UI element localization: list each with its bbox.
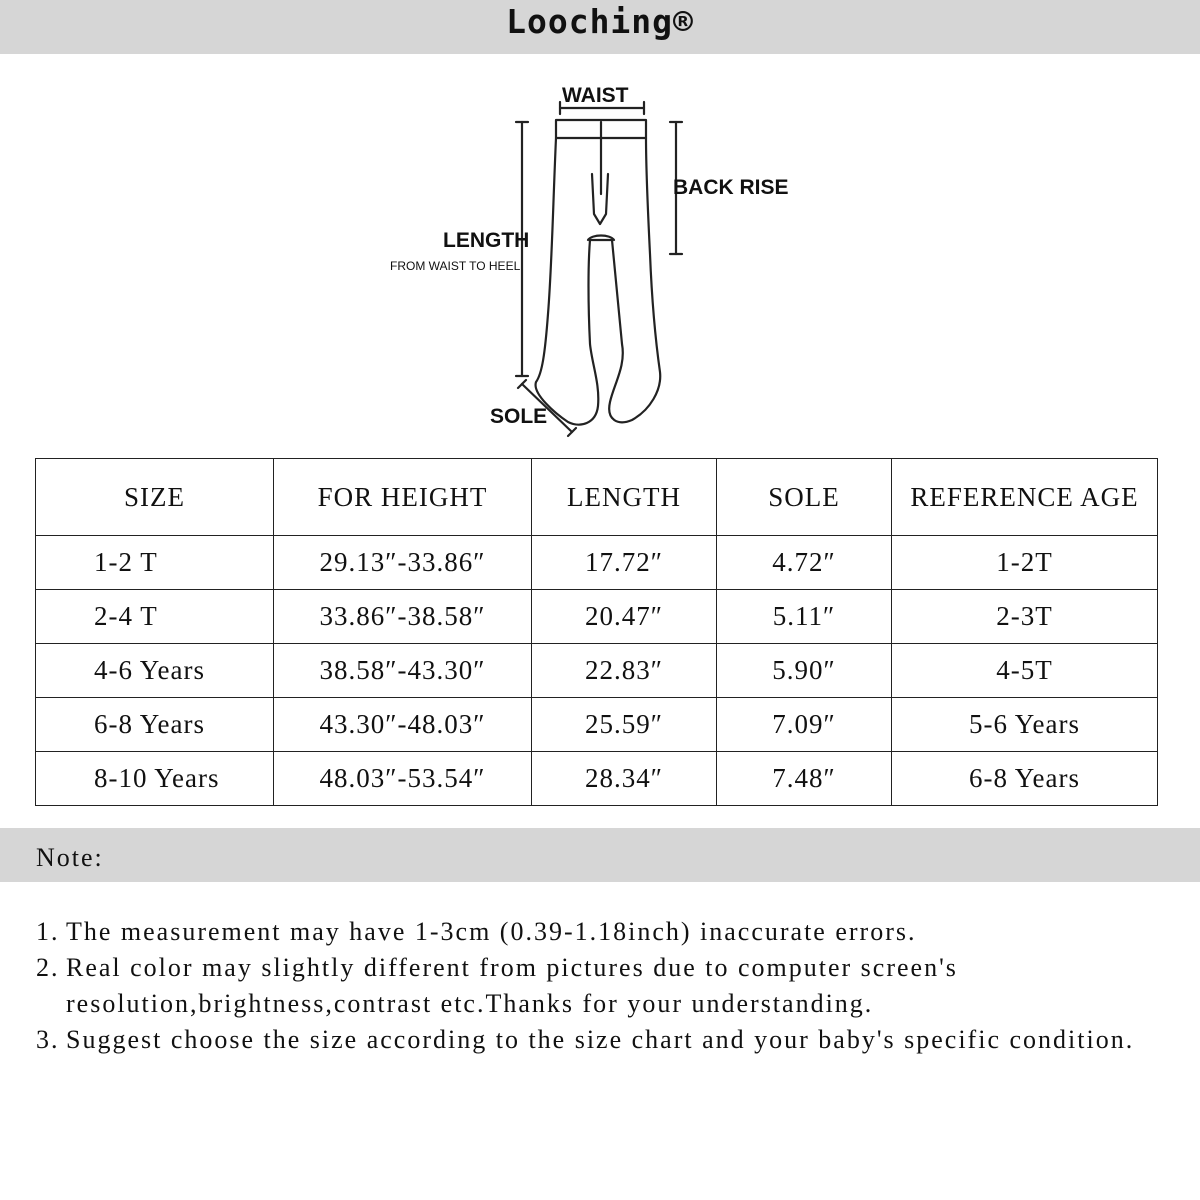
- header-length: LENGTH: [532, 459, 717, 536]
- cell-height: 29.13″-33.86″: [274, 536, 532, 590]
- cell-height: 33.86″-38.58″: [274, 590, 532, 644]
- length-label: LENGTH: [443, 229, 530, 252]
- note-text: The measurement may have 1-3cm (0.39-1.18inch) inaccurate errors.: [66, 917, 917, 946]
- cell-height: 38.58″-43.30″: [274, 644, 532, 698]
- cell-sole: 7.48″: [717, 752, 892, 806]
- cell-age: 2-3T: [892, 590, 1158, 644]
- table-row: [36, 644, 1158, 698]
- cell-sole: 5.11″: [717, 590, 892, 644]
- note-text: Real color may slightly different from pictures due to computer screen's resolution,brightness,contrast etc.Thanks for your understanding.: [66, 953, 958, 1018]
- cell-age: 4-5T: [892, 644, 1158, 698]
- cell-age: 6-8 Years: [892, 752, 1158, 806]
- notes-list: [36, 914, 1176, 1058]
- cell-length: 25.59″: [532, 698, 717, 752]
- note-item: [36, 950, 1176, 1022]
- cell-sole: 5.90″: [717, 644, 892, 698]
- header-sole: SOLE: [717, 459, 892, 536]
- table-row: [36, 590, 1158, 644]
- length-sublabel: FROM WAIST TO HEEL: [390, 259, 521, 273]
- cell-size: 1-2 T: [36, 536, 274, 590]
- cell-length: 22.83″: [532, 644, 717, 698]
- note-item: [36, 914, 1176, 950]
- header-for-height: FOR HEIGHT: [274, 459, 532, 536]
- cell-sole: 4.72″: [717, 536, 892, 590]
- cell-size: 6-8 Years: [36, 698, 274, 752]
- back-rise-label: BACK RISE: [673, 176, 789, 199]
- size-chart-table: [35, 458, 1158, 806]
- table-row: [36, 752, 1158, 806]
- table-row: [36, 536, 1158, 590]
- note-band: [0, 828, 1200, 882]
- note-number: 2.: [36, 953, 60, 982]
- cell-length: 20.47″: [532, 590, 717, 644]
- cell-age: 1-2T: [892, 536, 1158, 590]
- cell-height: 48.03″-53.54″: [274, 752, 532, 806]
- cell-length: 28.34″: [532, 752, 717, 806]
- table-header-row: [36, 459, 1158, 536]
- brand-logo: Looching®: [506, 2, 694, 41]
- cell-size: 4-6 Years: [36, 644, 274, 698]
- note-item: [36, 1022, 1176, 1058]
- tights-outline-icon: [0, 54, 1200, 454]
- cell-sole: 7.09″: [717, 698, 892, 752]
- measurement-diagram: [0, 54, 1200, 454]
- cell-size: 8-10 Years: [36, 752, 274, 806]
- sole-label: SOLE: [490, 405, 548, 428]
- cell-size: 2-4 T: [36, 590, 274, 644]
- table-row: [36, 698, 1158, 752]
- header-reference-age: REFERENCE AGE: [892, 459, 1158, 536]
- cell-age: 5-6 Years: [892, 698, 1158, 752]
- cell-height: 43.30″-48.03″: [274, 698, 532, 752]
- note-title: Note:: [36, 843, 104, 872]
- note-number: 1.: [36, 917, 60, 946]
- note-number: 3.: [36, 1025, 60, 1054]
- waist-label: WAIST: [562, 84, 629, 107]
- cell-length: 17.72″: [532, 536, 717, 590]
- note-text: Suggest choose the size according to the size chart and your baby's specific condition.: [66, 1025, 1135, 1054]
- header-size: SIZE: [36, 459, 274, 536]
